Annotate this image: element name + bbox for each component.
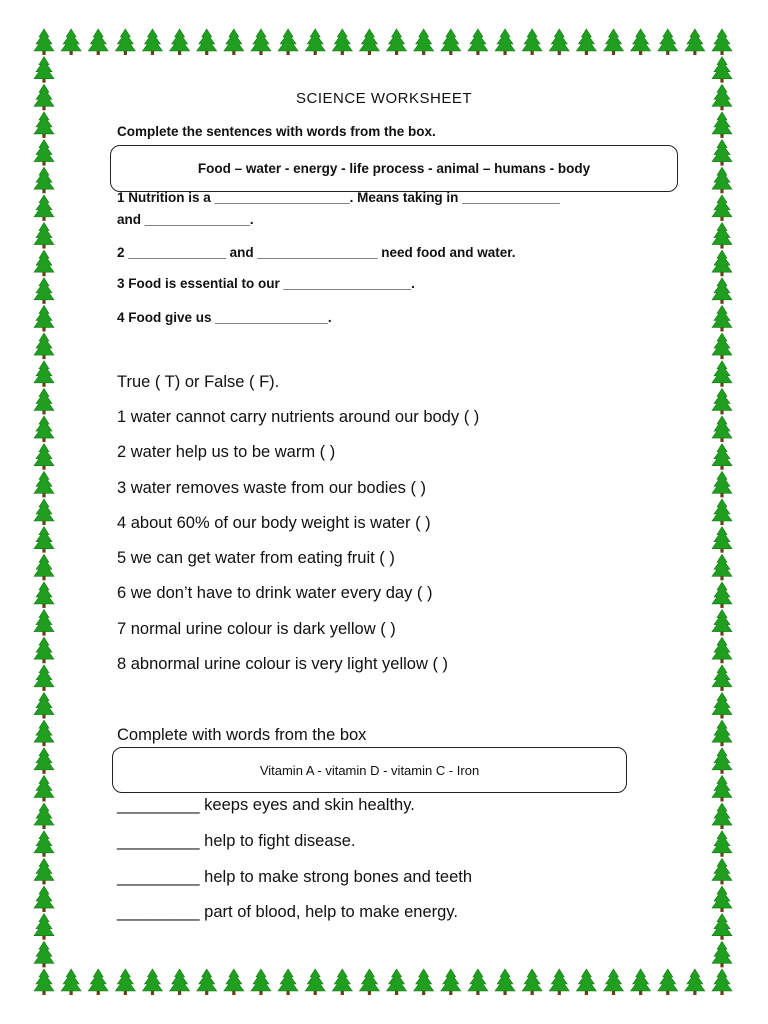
sentence-line-4: 4 Food give us _______________. xyxy=(117,310,332,325)
christmas-tree-icon xyxy=(88,969,108,995)
christmas-tree-icon xyxy=(34,499,54,525)
true-false-item-4: 4 about 60% of our body weight is water ( ) xyxy=(117,514,431,532)
christmas-tree-icon xyxy=(34,637,54,663)
christmas-tree-icon xyxy=(631,969,651,995)
christmas-tree-icon xyxy=(34,333,54,359)
true-false-item-3: 3 water removes waste from our bodies ( ) xyxy=(117,479,427,497)
christmas-tree-icon xyxy=(712,250,732,276)
true-false-item-2: 2 water help us to be warm ( ) xyxy=(117,443,336,461)
christmas-tree-icon xyxy=(712,803,732,829)
christmas-tree-icon xyxy=(712,471,732,497)
christmas-tree-icon xyxy=(61,29,81,55)
christmas-tree-icon xyxy=(712,444,732,470)
christmas-tree-icon xyxy=(712,388,732,414)
christmas-tree-icon xyxy=(34,610,54,636)
vitamin-item-3: _________ help to make strong bones and teeth xyxy=(117,868,473,886)
christmas-tree-icon xyxy=(34,223,54,249)
christmas-tree-icon xyxy=(712,775,732,801)
christmas-tree-icon xyxy=(34,29,54,55)
sentence-line-2: 2 _____________ and ________________ need food and water. xyxy=(117,245,516,260)
christmas-tree-icon xyxy=(658,29,678,55)
christmas-tree-icon xyxy=(278,29,298,55)
word-box-1 xyxy=(110,145,678,192)
christmas-tree-icon xyxy=(34,858,54,884)
true-false-item-1: 1 water cannot carry nutrients around our body ( ) xyxy=(117,408,480,426)
christmas-tree-icon xyxy=(631,29,651,55)
christmas-tree-icon xyxy=(712,582,732,608)
christmas-tree-icon xyxy=(387,969,407,995)
christmas-tree-icon xyxy=(712,29,732,55)
christmas-tree-icon xyxy=(34,112,54,138)
christmas-tree-icon xyxy=(658,969,678,995)
christmas-tree-icon xyxy=(34,527,54,553)
christmas-tree-icon xyxy=(34,720,54,746)
christmas-tree-icon xyxy=(224,29,244,55)
christmas-tree-icon xyxy=(332,969,352,995)
christmas-tree-icon xyxy=(468,969,488,995)
sentence-line-1-cont: and ______________. xyxy=(117,212,254,227)
christmas-tree-icon xyxy=(495,969,515,995)
sentence-line-3: 3 Food is essential to our _________________. xyxy=(117,276,415,291)
christmas-tree-icon xyxy=(34,57,54,83)
christmas-tree-icon xyxy=(414,29,434,55)
christmas-tree-icon xyxy=(604,969,624,995)
christmas-tree-icon xyxy=(712,499,732,525)
word-box-2-text: Vitamin A - vitamin D - vitamin C - Iron xyxy=(259,762,480,778)
christmas-tree-icon xyxy=(712,831,732,857)
christmas-tree-icon xyxy=(34,444,54,470)
christmas-tree-icon xyxy=(305,29,325,55)
christmas-tree-icon xyxy=(468,29,488,55)
christmas-tree-icon xyxy=(305,969,325,995)
section1-instruction: Complete the sentences with words from the box. xyxy=(117,124,436,139)
christmas-tree-icon xyxy=(712,167,732,193)
christmas-tree-icon xyxy=(712,637,732,663)
christmas-tree-icon xyxy=(34,195,54,221)
christmas-tree-icon xyxy=(712,140,732,166)
christmas-tree-icon xyxy=(34,140,54,166)
christmas-tree-icon xyxy=(359,969,379,995)
christmas-tree-icon xyxy=(197,969,217,995)
christmas-tree-icon xyxy=(441,969,461,995)
christmas-tree-icon xyxy=(712,693,732,719)
christmas-tree-icon xyxy=(549,29,569,55)
christmas-tree-icon xyxy=(197,29,217,55)
christmas-tree-icon xyxy=(142,969,162,995)
christmas-tree-icon xyxy=(34,305,54,331)
christmas-tree-icon xyxy=(170,969,190,995)
christmas-tree-icon xyxy=(224,969,244,995)
christmas-tree-icon xyxy=(712,112,732,138)
christmas-tree-icon xyxy=(441,29,461,55)
vitamin-item-4: _________ part of blood, help to make energy. xyxy=(117,903,458,921)
christmas-tree-icon xyxy=(712,720,732,746)
christmas-tree-icon xyxy=(278,969,298,995)
christmas-tree-icon xyxy=(34,803,54,829)
christmas-tree-icon xyxy=(549,969,569,995)
christmas-tree-icon xyxy=(34,278,54,304)
christmas-tree-icon xyxy=(522,969,542,995)
christmas-tree-icon xyxy=(685,29,705,55)
christmas-tree-icon xyxy=(712,223,732,249)
christmas-tree-icon xyxy=(34,388,54,414)
christmas-tree-icon xyxy=(34,167,54,193)
christmas-tree-icon xyxy=(34,969,54,995)
christmas-tree-icon xyxy=(34,471,54,497)
christmas-tree-icon xyxy=(712,610,732,636)
christmas-tree-icon xyxy=(604,29,624,55)
christmas-tree-icon xyxy=(34,250,54,276)
christmas-tree-icon xyxy=(34,775,54,801)
christmas-tree-icon xyxy=(712,195,732,221)
christmas-tree-icon xyxy=(332,29,352,55)
christmas-tree-icon xyxy=(115,29,135,55)
christmas-tree-icon xyxy=(170,29,190,55)
true-false-item-7: 7 normal urine colour is dark yellow ( ) xyxy=(117,620,396,638)
christmas-tree-icon xyxy=(712,57,732,83)
christmas-tree-icon xyxy=(34,665,54,691)
christmas-tree-icon xyxy=(712,969,732,995)
true-false-item-8: 8 abnormal urine colour is very light yellow ( ) xyxy=(117,655,449,673)
christmas-tree-icon xyxy=(712,914,732,940)
christmas-tree-icon xyxy=(387,29,407,55)
christmas-tree-icon xyxy=(576,29,596,55)
christmas-tree-icon xyxy=(712,858,732,884)
christmas-tree-icon xyxy=(34,554,54,580)
vitamin-item-2: _________ help to fight disease. xyxy=(117,832,356,850)
christmas-tree-icon xyxy=(712,941,732,967)
christmas-tree-icon xyxy=(712,527,732,553)
christmas-tree-icon xyxy=(88,29,108,55)
vitamin-item-1: _________ keeps eyes and skin healthy. xyxy=(117,796,415,814)
true-false-item-6: 6 we don’t have to drink water every day ( ) xyxy=(117,584,433,602)
christmas-tree-icon xyxy=(34,416,54,442)
christmas-tree-icon xyxy=(34,582,54,608)
worksheet-title: SCIENCE WORKSHEET xyxy=(295,90,473,107)
christmas-tree-icon xyxy=(34,693,54,719)
christmas-tree-icon xyxy=(142,29,162,55)
christmas-tree-icon xyxy=(522,29,542,55)
christmas-tree-icon xyxy=(34,914,54,940)
christmas-tree-icon xyxy=(712,748,732,774)
christmas-tree-icon xyxy=(712,278,732,304)
christmas-tree-icon xyxy=(34,831,54,857)
word-box-1-text: Food – water - energy - life process - animal – humans - body xyxy=(197,161,591,176)
section3-heading: Complete with words from the box xyxy=(117,726,367,744)
christmas-tree-icon xyxy=(251,29,271,55)
christmas-tree-icon xyxy=(712,305,732,331)
true-false-heading: True ( T) or False ( F). xyxy=(117,373,280,391)
christmas-tree-icon xyxy=(115,969,135,995)
christmas-tree-icon xyxy=(414,969,434,995)
christmas-tree-icon xyxy=(495,29,515,55)
christmas-tree-icon xyxy=(34,941,54,967)
christmas-tree-icon xyxy=(712,886,732,912)
christmas-tree-icon xyxy=(34,748,54,774)
christmas-tree-icon xyxy=(359,29,379,55)
sentence-line-1: 1 Nutrition is a __________________. Means taking in _____________ xyxy=(117,190,560,205)
christmas-tree-icon xyxy=(712,333,732,359)
christmas-tree-icon xyxy=(712,416,732,442)
christmas-tree-icon xyxy=(34,361,54,387)
christmas-tree-icon xyxy=(685,969,705,995)
christmas-tree-icon xyxy=(712,665,732,691)
christmas-tree-icon xyxy=(251,969,271,995)
christmas-tree-icon xyxy=(34,886,54,912)
true-false-item-5: 5 we can get water from eating fruit ( ) xyxy=(117,549,395,567)
christmas-tree-icon xyxy=(712,361,732,387)
christmas-tree-icon xyxy=(576,969,596,995)
word-box-2 xyxy=(112,747,627,793)
christmas-tree-icon xyxy=(712,554,732,580)
christmas-tree-icon xyxy=(61,969,81,995)
